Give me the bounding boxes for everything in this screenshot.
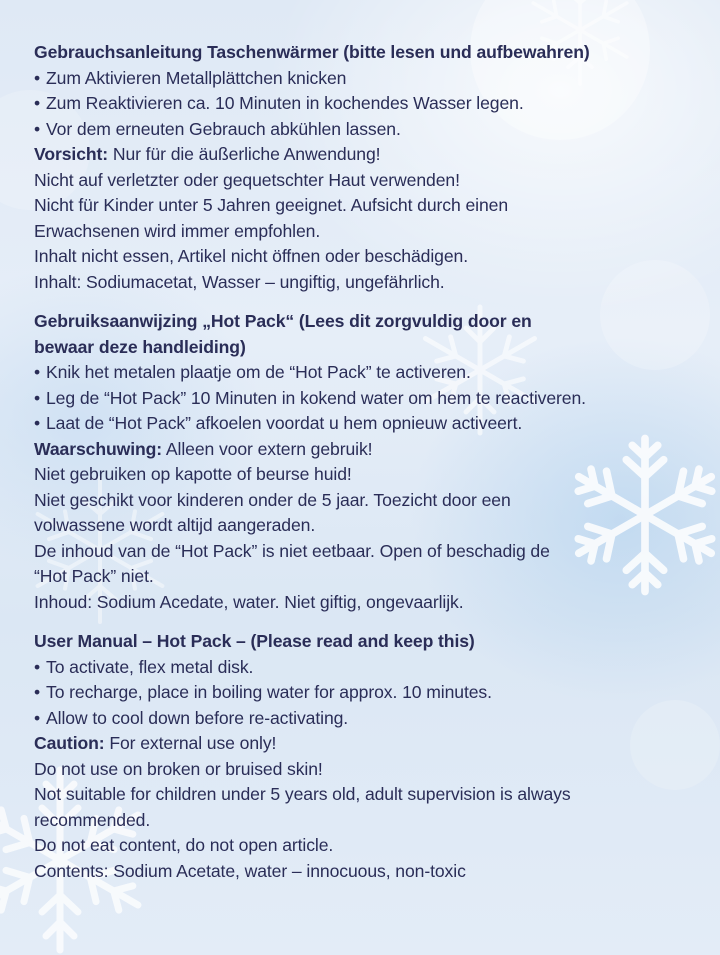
german-heading: Gebrauchsanleitung Taschenwärmer (bitte lesen und aufbewahren) [34,42,590,62]
english-warning-text: For external use only! [104,733,277,753]
dutch-bullet: • Laat de “Hot Pack” afkoelen voordat u hem opnieuw activeert. [34,411,710,437]
german-bullet: • Zum Aktivieren Metallplättchen knicken [34,66,710,92]
dutch-section [34,309,710,615]
dutch-line: Niet geschikt voor kinderen onder de 5 jaar. Toezicht door een [34,489,511,510]
instructions-text [34,40,710,898]
dutch-bullet: • Leg de “Hot Pack” 10 Minuten in kokend water om hem te reactiveren. [34,386,710,412]
english-heading: User Manual – Hot Pack – (Please read and keep this) [34,631,475,651]
english-warning [34,731,710,757]
german-line: Nicht für Kinder unter 5 Jahren geeignet. Aufsicht durch einen [34,195,509,215]
german-bullet: • Vor dem erneuten Gebrauch abkühlen lassen. [34,117,710,143]
english-line: Do not eat content, do not open article. [34,835,334,855]
english-bullet: • To recharge, place in boiling water for approx. 10 minutes. [34,680,710,706]
dutch-heading: Gebruiksaanwijzing „Hot Pack“ (Lees dit zorgvuldig door en [34,311,532,331]
english-bullet: • Allow to cool down before re-activating. [34,706,710,732]
dutch-line: De inhoud van de “Hot Pack” is niet eetbaar. Open of beschadig de [34,540,550,561]
dutch-bullet: • Knik het metalen plaatje om de “Hot Pack” te activeren. [34,360,710,386]
dutch-line: “Hot Pack” niet. [34,566,154,586]
dutch-warning [34,437,710,463]
english-line: recommended. [34,809,151,830]
german-line: Inhalt nicht essen, Artikel nicht öffnen oder beschädigen. [34,246,469,266]
english-line: Not suitable for children under 5 years old, adult supervision is always [34,784,571,804]
german-line: Inhalt: Sodiumacetat, Wasser – ungiftig, ungefährlich. [34,271,445,292]
english-line: Contents: Sodium Acetate, water – innocuous, non-toxic [34,860,466,881]
german-section [34,40,710,295]
german-line: Nicht auf verletzter oder gequetschter Haut verwenden! [34,169,460,190]
dutch-heading: bewaar deze handleiding) [34,336,246,357]
german-warning [34,142,710,168]
dutch-line: Inhoud: Sodium Acedate, water. Niet giftig, ongevaarlijk. [34,591,464,612]
english-bullet: • To activate, flex metal disk. [34,655,710,681]
dutch-line: Niet gebruiken op kapotte of beurse huid! [34,464,352,484]
german-warning-label: Vorsicht: [34,144,109,164]
dutch-warning-text: Alleen voor extern gebruik! [162,438,373,459]
german-bullet: • Zum Reaktivieren ca. 10 Minuten in kochendes Wasser legen. [34,91,710,117]
dutch-line: volwassene wordt altijd aangeraden. [34,515,316,535]
english-warning-label: Caution: [34,733,105,753]
german-line: Erwachsenen wird immer empfohlen. [34,220,321,241]
german-warning-text: Nur für die äußerliche Anwendung! [108,144,381,164]
dutch-warning-label: Waarschuwing: [34,438,163,459]
english-section [34,629,710,884]
english-line: Do not use on broken or bruised skin! [34,758,323,779]
